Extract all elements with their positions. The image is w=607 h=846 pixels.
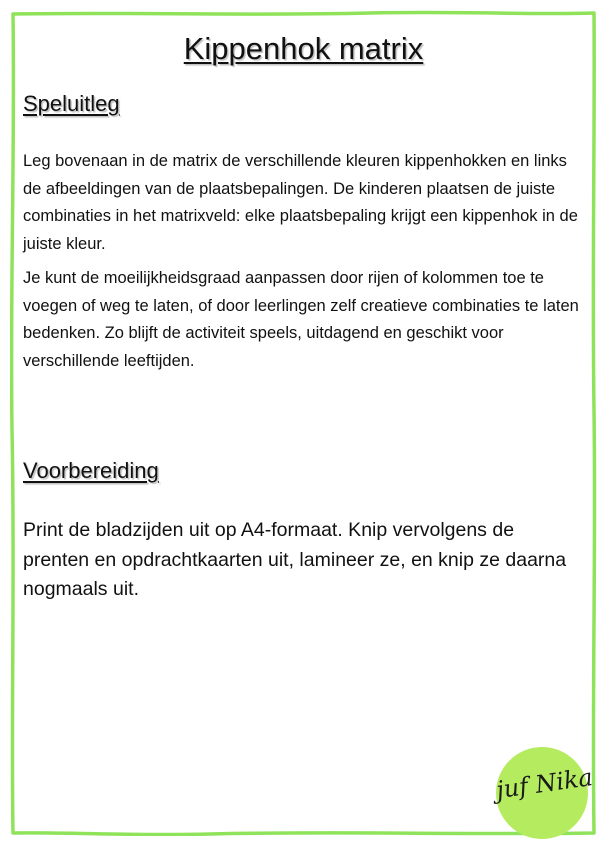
juf-nika-logo	[494, 747, 595, 839]
speluitleg-paragraph-1: Leg bovenaan in de matrix de verschillende kleuren kippenhokken en links de afbeeldingen van de plaatsbepalingen. De kinderen plaatsen de juiste combinaties in het matrixveld: elke plaatsbepaling krijgt een kippenhok in de juiste kleur.	[23, 152, 578, 253]
hand-drawn-border	[10, 10, 597, 836]
page-title: Kippenhok matrix	[183, 31, 424, 66]
voorbereiding-heading: Voorbereiding	[23, 458, 159, 483]
voorbereiding-paragraph: Print de bladzijden uit op A4-formaat. Knip vervolgens de prenten en opdrachtkaarten uit, lamineer ze, en knip ze daarna nogmaals uit.	[23, 519, 567, 600]
speluitleg-heading: Speluitleg	[23, 91, 120, 116]
logo-text: juf Nika	[494, 763, 595, 805]
page-border	[10, 10, 597, 836]
speluitleg-paragraph-2: Je kunt de moeilijkheidsgraad aanpassen door rijen of kolommen toe te voegen of weg te laten, of door leerlingen zelf creatieve combinaties te laten bedenken. Zo blijft de activiteit speels, uitdagend en geschikt voor verschillende leeftijden.	[23, 269, 579, 370]
